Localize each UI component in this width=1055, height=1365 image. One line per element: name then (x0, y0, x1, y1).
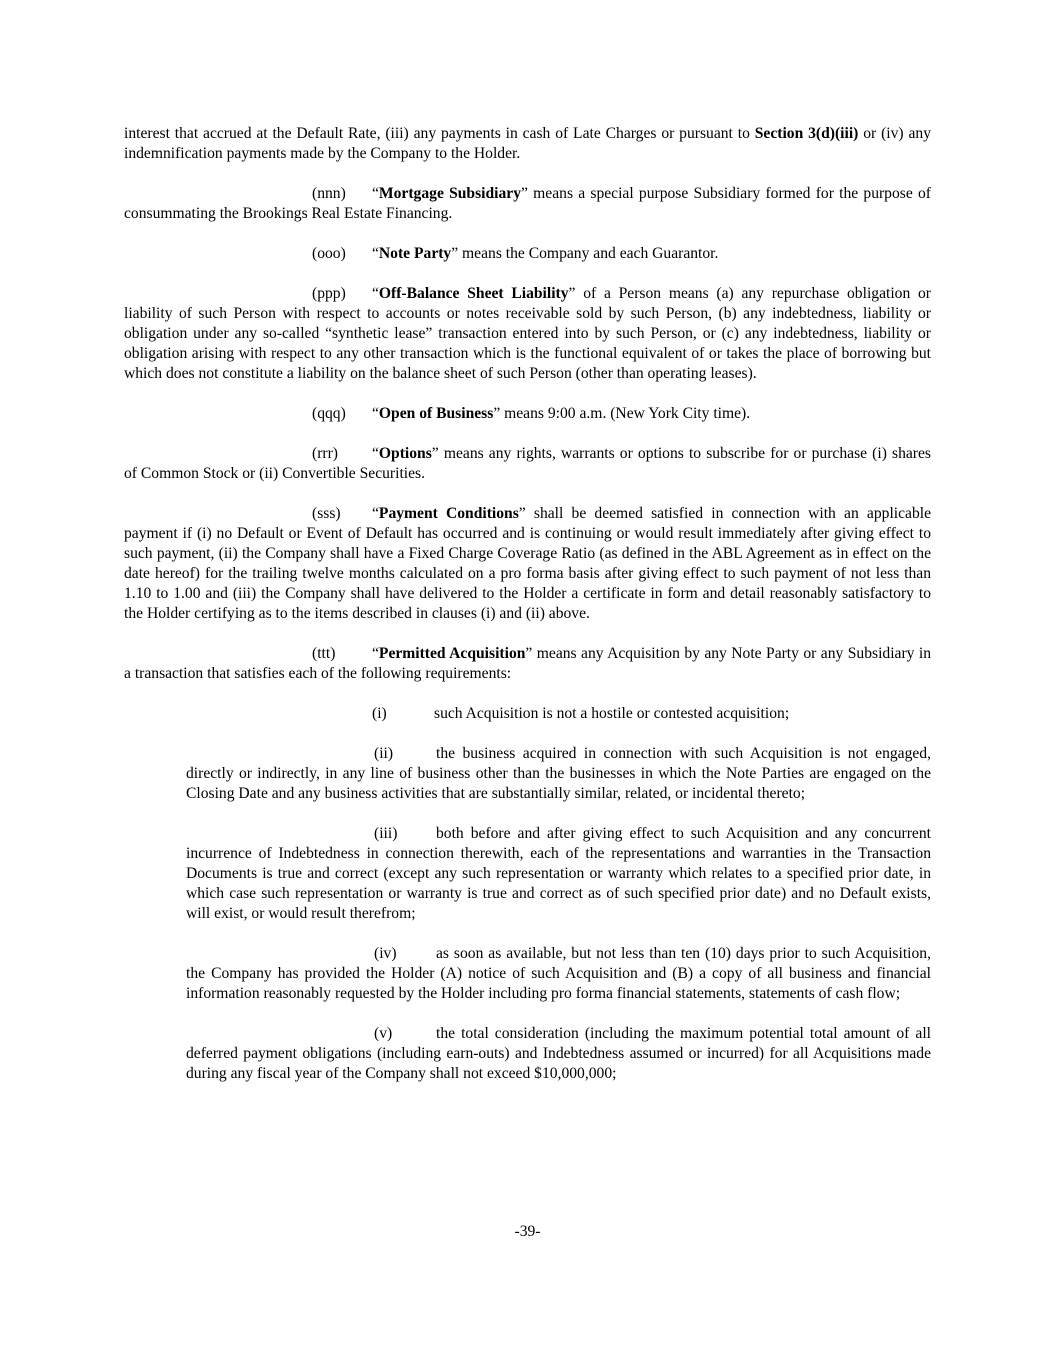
clause-label: (iii) (374, 825, 398, 842)
defined-term: Open of Business (378, 405, 494, 422)
definition-label: (qqq) (312, 405, 346, 422)
definition-nnn: (nnn) “Mortgage Subsidiary” means a special purpose Subsidiary formed for the purpose of consummating the Brookings Real Estate Financing. (124, 185, 931, 222)
clause-label: (ii) (374, 745, 394, 762)
defined-term: Permitted Acquisition (378, 645, 526, 662)
defined-term: Options (378, 445, 432, 462)
definition-ttt: (ttt) “Permitted Acquisition” means any Acquisition by any Note Party or any Subsidiary in a transaction that satisfies each of the following requirements: (124, 645, 931, 682)
definition-label: (ppp) (312, 285, 346, 302)
defined-term: Off-Balance Sheet Liability (378, 285, 569, 302)
clause-iii: (iii) both before and after giving effect to such Acquisition and any concurrent incurrence of Indebtedness in connection therewith, each of the representations and warranties in the Transaction Documents is true and correct (except any such representation or warranty which relates to a specified prior date, in which case such representation or warranty is true and correct as of such specified prior date) and no Default exists, will exist, or would result therefrom; (186, 825, 931, 922)
document-page (124, 124, 931, 1084)
clause-label: (v) (374, 1025, 393, 1042)
definition-label: (ooo) (312, 245, 346, 262)
page-number: -39- (514, 1223, 541, 1240)
clause-v: (v) the total consideration (including the maximum potential total amount of all deferred payment obligations (including earn-outs) and Indebtedness assumed or incurred) for all Acquisitions made during any fiscal year of the Company shall not exceed $10,000,000; (186, 1025, 931, 1082)
defined-term: Payment Conditions (378, 505, 519, 522)
definition-sss: (sss) “Payment Conditions” shall be deemed satisfied in connection with an applicable payment if (i) no Default or Event of Default has occurred and is continuing or would result immediately after giving effect to such payment, (ii) the Company shall have a Fixed Charge Coverage Ratio (as defined in the ABL Agreement as in effect on the date hereof) for the trailing twelve months calculated on a pro forma basis after giving effect to such payment of not less than 1.10 to 1.00 and (iii) the Company shall have delivered to the Holder a certificate in form and detail reasonably satisfactory to the Holder certifying as to the items described in clauses (i) and (ii) above. (124, 505, 932, 622)
clause-i: (i) such Acquisition is not a hostile or contested acquisition; (372, 705, 790, 722)
clause-iv: (iv) as soon as available, but not less than ten (10) days prior to such Acquisition, the Company has provided the Holder (A) notice of such Acquisition and (B) a copy of all business and financial information reasonably requested by the Holder including pro forma financial statements, statements of cash flow; (186, 945, 931, 1002)
defined-term: Mortgage Subsidiary (378, 185, 522, 202)
definition-label: (ttt) (312, 645, 336, 662)
definition-qqq: (qqq) “Open of Business” means 9:00 a.m. (New York City time). (312, 405, 751, 422)
clause-label: (iv) (374, 945, 397, 962)
definition-label: (nnn) (312, 185, 346, 202)
definition-label: (sss) (312, 505, 341, 522)
definition-label: (rrr) (312, 445, 338, 462)
clause-label: (i) (372, 705, 387, 722)
section-reference: Section 3(d)(iii) (754, 125, 859, 142)
defined-term: Note Party (378, 245, 452, 262)
definition-ooo: (ooo) “Note Party” means the Company and each Guarantor. (312, 245, 719, 262)
definition-ppp: (ppp) “Off-Balance Sheet Liability” of a Person means (a) any repurchase obligation or liability of such Person with respect to accounts or notes receivable sold by such Person, (b) any indebtedness, liability or obligation under any so-called “synthetic lease” transaction entered into by such Person, or (c) any indebtedness, liability or obligation arising with respect to any other transaction which is the functional equivalent of or takes the place of borrowing but which does not constitute a liability on the balance sheet of such Person (other than operating leases). (124, 285, 931, 382)
continuation-paragraph: interest that accrued at the Default Rate, (iii) any payments in cash of Late Charges or pursuant to Section 3(d)(iii) or (iv) any indemnification payments made by the Company to the Holder. (124, 125, 931, 162)
clause-ii: (ii) the business acquired in connection with such Acquisition is not engaged, directly or indirectly, in any line of business other than the businesses in which the Note Parties are engaged on the Closing Date and any business activities that are substantially similar, related, or incidental thereto; (186, 745, 931, 802)
definition-rrr: (rrr) “Options” means any rights, warrants or options to subscribe for or purchase (i) shares of Common Stock or (ii) Convertible Securities. (124, 445, 931, 482)
